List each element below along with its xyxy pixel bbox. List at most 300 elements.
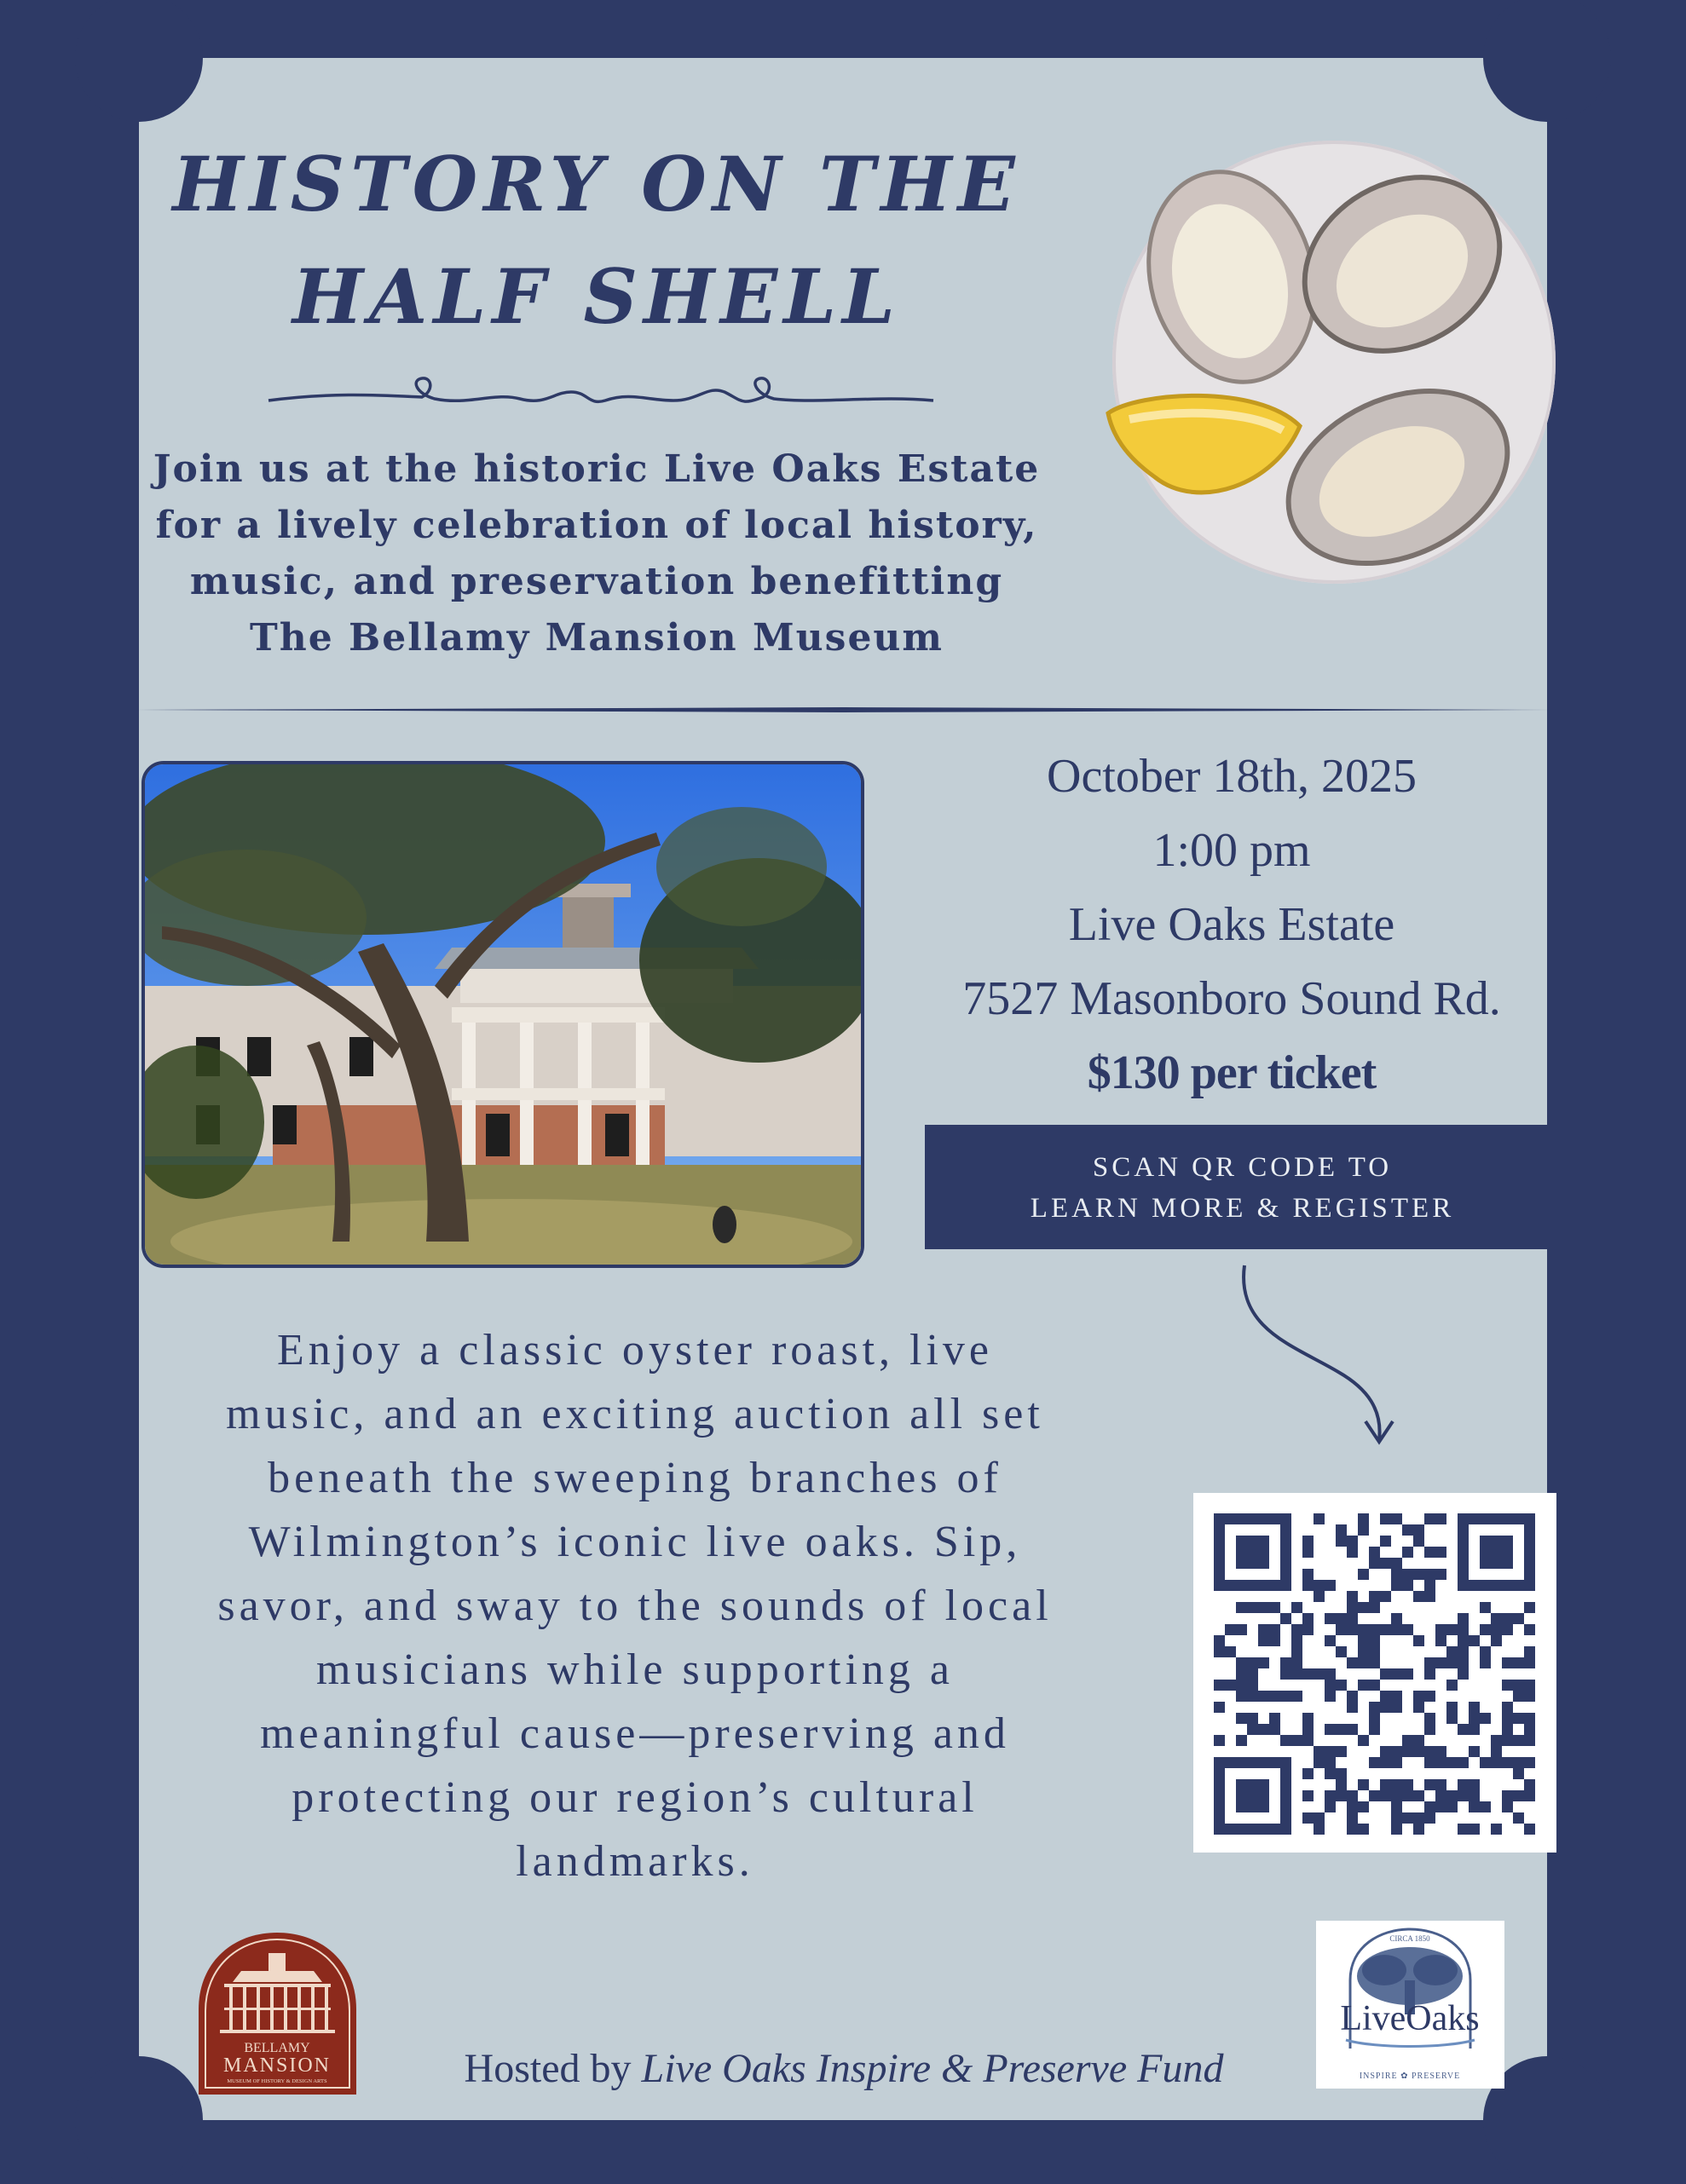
qr-module [1336, 1613, 1347, 1624]
qr-module [1280, 1580, 1291, 1591]
qr-module [1214, 1824, 1225, 1835]
qr-module [1369, 1558, 1380, 1569]
qr-module [1458, 1580, 1469, 1591]
qr-module [1258, 1624, 1269, 1635]
qr-module [1524, 1513, 1535, 1524]
qr-module [1491, 1746, 1502, 1757]
qr-module [1280, 1757, 1291, 1768]
qr-module [1302, 1580, 1314, 1591]
qr-module [1424, 1569, 1435, 1580]
qr-module [1391, 1624, 1402, 1635]
intro-line-1: Join us at the historic Live Oaks Estate [153, 447, 1041, 491]
qr-module [1413, 1746, 1424, 1757]
qr-module [1225, 1646, 1236, 1657]
qr-module [1214, 1524, 1225, 1536]
qr-module [1258, 1824, 1269, 1835]
qr-module [1491, 1513, 1502, 1524]
title-line-1: HISTORY ON THE [172, 140, 1021, 228]
qr-module [1402, 1547, 1413, 1558]
qr-module [1402, 1735, 1413, 1746]
qr-module [1236, 1624, 1247, 1635]
register-line-2: LEARN MORE & REGISTER [1030, 1193, 1455, 1224]
qr-module [1435, 1801, 1446, 1812]
qr-module [1491, 1558, 1502, 1569]
description-line-9: landmarks. [516, 1837, 754, 1886]
qr-module [1524, 1569, 1535, 1580]
qr-module [1280, 1524, 1291, 1536]
qr-module [1513, 1613, 1524, 1624]
qr-module [1247, 1779, 1258, 1790]
qr-module [1280, 1513, 1291, 1524]
qr-module [1369, 1757, 1380, 1768]
qr-module [1225, 1680, 1236, 1691]
qr-module [1258, 1536, 1269, 1547]
qr-module [1458, 1657, 1469, 1668]
qr-module [1402, 1624, 1413, 1635]
qr-module [1380, 1513, 1391, 1524]
qr-module [1424, 1746, 1435, 1757]
qr-module [1280, 1801, 1291, 1812]
qr-module [1236, 1713, 1247, 1724]
qr-module [1280, 1691, 1291, 1702]
qr-module [1247, 1790, 1258, 1801]
qr-module [1458, 1513, 1469, 1524]
qr-module [1347, 1536, 1358, 1547]
qr-module [1480, 1657, 1491, 1668]
qr-module [1435, 1513, 1446, 1524]
qr-module [1413, 1812, 1424, 1824]
qr-module [1369, 1657, 1380, 1668]
qr-module [1424, 1657, 1435, 1668]
description-line-5: savor, and sway to the sounds of local [217, 1582, 1053, 1630]
qr-module [1458, 1668, 1469, 1680]
qr-module [1302, 1569, 1314, 1580]
qr-module [1469, 1635, 1480, 1646]
qr-module [1513, 1713, 1524, 1724]
qr-module [1314, 1757, 1325, 1768]
qr-module [1491, 1757, 1502, 1768]
qr-module [1314, 1668, 1325, 1680]
qr-module [1225, 1824, 1236, 1835]
qr-module [1446, 1790, 1458, 1801]
qr-module [1402, 1790, 1413, 1801]
qr-module [1502, 1713, 1513, 1724]
qr-module [1446, 1702, 1458, 1713]
qr-module [1391, 1812, 1402, 1824]
qr-module [1236, 1790, 1247, 1801]
qr-module [1446, 1757, 1458, 1768]
qr-module [1369, 1547, 1380, 1558]
qr-module [1325, 1635, 1336, 1646]
qr-module [1302, 1768, 1314, 1779]
description-line-4: Wilmington’s iconic live oaks. Sip, [248, 1518, 1022, 1566]
qr-module [1214, 1801, 1225, 1812]
qr-module [1469, 1724, 1480, 1735]
qr-module [1214, 1768, 1225, 1779]
qr-module [1358, 1569, 1369, 1580]
qr-module [1424, 1812, 1435, 1824]
qr-module [1435, 1746, 1446, 1757]
qr-module [1291, 1691, 1302, 1702]
qr-module [1258, 1513, 1269, 1524]
qr-module [1524, 1779, 1535, 1790]
qr-module [1402, 1812, 1413, 1824]
qr-module [1413, 1591, 1424, 1602]
qr-module [1280, 1547, 1291, 1558]
qr-module [1280, 1790, 1291, 1801]
qr-module [1458, 1646, 1469, 1657]
qr-module [1458, 1635, 1469, 1646]
qr-module [1369, 1635, 1380, 1646]
qr-module [1391, 1801, 1402, 1812]
qr-module [1280, 1536, 1291, 1547]
qr-module [1424, 1713, 1435, 1724]
qr-module [1502, 1680, 1513, 1691]
qr-module [1214, 1513, 1225, 1524]
hosted-name: Live Oaks Inspire & Preserve Fund [641, 2046, 1224, 2091]
event-address: 7527 Masonboro Sound Rd. [962, 972, 1501, 1025]
qr-module [1247, 1580, 1258, 1591]
qr-module [1502, 1757, 1513, 1768]
qr-module [1380, 1691, 1391, 1702]
qr-module [1458, 1824, 1469, 1835]
qr-module [1269, 1580, 1280, 1591]
qr-module [1236, 1735, 1247, 1746]
qr-module [1458, 1624, 1469, 1635]
qr-module [1280, 1569, 1291, 1580]
qr-module [1469, 1746, 1480, 1757]
qr-module [1469, 1513, 1480, 1524]
qr-module [1446, 1801, 1458, 1812]
qr-module [1347, 1602, 1358, 1613]
qr-module [1214, 1735, 1225, 1746]
qr-module [1391, 1569, 1402, 1580]
qr-module [1424, 1801, 1435, 1812]
qr-module [1336, 1536, 1347, 1547]
qr-module [1524, 1547, 1535, 1558]
qr-module [1247, 1680, 1258, 1691]
qr-module [1236, 1657, 1247, 1668]
qr-module [1491, 1824, 1502, 1835]
corner-notch-bottom-left [75, 2056, 203, 2184]
qr-module [1247, 1602, 1258, 1613]
qr-module [1380, 1746, 1391, 1757]
qr-module [1347, 1613, 1358, 1624]
qr-module [1480, 1536, 1491, 1547]
qr-module [1302, 1713, 1314, 1724]
qr-module [1302, 1735, 1314, 1746]
qr-module [1247, 1824, 1258, 1835]
qr-module [1280, 1735, 1291, 1746]
qr-module [1502, 1790, 1513, 1801]
qr-module [1314, 1746, 1325, 1757]
qr-module [1413, 1790, 1424, 1801]
title-line-2: HALF SHELL [292, 252, 901, 341]
qr-module [1325, 1724, 1336, 1735]
qr-module [1247, 1691, 1258, 1702]
qr-module [1524, 1735, 1535, 1746]
qr-module [1336, 1524, 1347, 1536]
qr-module [1247, 1547, 1258, 1558]
qr-module [1258, 1790, 1269, 1801]
qr-module [1480, 1513, 1491, 1524]
qr-module [1391, 1668, 1402, 1680]
qr-module [1269, 1757, 1280, 1768]
qr-module [1424, 1668, 1435, 1680]
qr-module [1336, 1680, 1347, 1691]
qr-module [1325, 1691, 1336, 1702]
qr-module [1402, 1746, 1413, 1757]
description-line-8: protecting our region’s cultural [292, 1773, 979, 1822]
qr-module [1214, 1569, 1225, 1580]
qr-module [1491, 1536, 1502, 1547]
qr-module [1391, 1613, 1402, 1624]
curved-arrow-down-icon [1227, 1261, 1398, 1449]
qr-module [1236, 1691, 1247, 1702]
qr-module [1247, 1558, 1258, 1569]
qr-module [1402, 1580, 1413, 1591]
qr-module [1314, 1812, 1325, 1824]
qr-module [1424, 1779, 1435, 1790]
qr-module [1435, 1547, 1446, 1558]
ticket-price: $130 per ticket [1087, 1046, 1377, 1099]
qr-module [1502, 1702, 1513, 1713]
bellamy-logo-line-2: MANSION [222, 2054, 332, 2077]
qr-module [1269, 1635, 1280, 1646]
qr-module [1458, 1779, 1469, 1790]
qr-module [1424, 1691, 1435, 1702]
qr-module [1358, 1824, 1369, 1835]
qr-module [1236, 1558, 1247, 1569]
qr-module [1325, 1613, 1336, 1624]
qr-module [1391, 1790, 1402, 1801]
qr-module [1258, 1757, 1269, 1768]
qr-module [1458, 1790, 1469, 1801]
qr-module [1491, 1624, 1502, 1635]
qr-module [1380, 1779, 1391, 1790]
qr-module [1247, 1724, 1258, 1735]
qr-module [1513, 1680, 1524, 1691]
qr-module [1424, 1757, 1435, 1768]
qr-module [1524, 1790, 1535, 1801]
qr-module [1446, 1646, 1458, 1657]
qr-module [1524, 1602, 1535, 1613]
qr-module [1391, 1702, 1402, 1713]
liveoaks-wordmark: LiveOaks [1340, 1999, 1480, 2038]
qr-module [1291, 1646, 1302, 1657]
qr-module [1258, 1558, 1269, 1569]
qr-module [1236, 1668, 1247, 1680]
qr-module [1358, 1680, 1369, 1691]
qr-module [1358, 1779, 1369, 1790]
qr-module [1347, 1790, 1358, 1801]
bellamy-mansion-logo [199, 1933, 356, 2095]
qr-module [1380, 1702, 1391, 1713]
qr-module [1247, 1801, 1258, 1812]
qr-module [1214, 1635, 1225, 1646]
live-oaks-logo [1316, 1921, 1504, 2089]
qr-module [1469, 1801, 1480, 1812]
qr-module [1469, 1580, 1480, 1591]
estate-photo [141, 761, 864, 1268]
qr-module [1524, 1824, 1535, 1835]
qr-module [1336, 1724, 1347, 1735]
qr-module [1524, 1558, 1535, 1569]
qr-module [1480, 1602, 1491, 1613]
qr-module [1446, 1657, 1458, 1668]
qr-module [1435, 1779, 1446, 1790]
qr-module [1347, 1724, 1358, 1735]
qr-module [1325, 1768, 1336, 1779]
qr-module [1258, 1691, 1269, 1702]
qr-module [1369, 1591, 1380, 1602]
qr-module [1291, 1735, 1302, 1746]
hosted-by [375, 2045, 1313, 2092]
qr-module [1424, 1513, 1435, 1524]
qr-module [1236, 1801, 1247, 1812]
qr-module [1314, 1513, 1325, 1524]
qr-module [1502, 1547, 1513, 1558]
qr-module [1291, 1668, 1302, 1680]
qr-module [1258, 1580, 1269, 1591]
qr-module [1424, 1547, 1435, 1558]
qr-module [1524, 1691, 1535, 1702]
qr-module [1214, 1558, 1225, 1569]
corner-notch-top-left [75, 0, 203, 122]
qr-module [1369, 1602, 1380, 1613]
qr-module [1258, 1724, 1269, 1735]
qr-module [1380, 1591, 1391, 1602]
qr-module [1513, 1757, 1524, 1768]
qr-module [1258, 1635, 1269, 1646]
qr-module [1214, 1646, 1225, 1657]
qr-module [1513, 1768, 1524, 1779]
qr-module [1236, 1513, 1247, 1524]
qr-module [1247, 1668, 1258, 1680]
qr-module [1524, 1624, 1535, 1635]
qr-module [1524, 1580, 1535, 1591]
qr-module [1325, 1790, 1336, 1801]
qr-module [1524, 1757, 1535, 1768]
qr-module [1225, 1513, 1236, 1524]
description-line-1: Enjoy a classic oyster roast, live [276, 1326, 994, 1374]
qr-module [1236, 1824, 1247, 1835]
qr-module [1502, 1613, 1513, 1624]
qr-module [1369, 1702, 1380, 1713]
qr-module [1236, 1536, 1247, 1547]
qr-module [1347, 1624, 1358, 1635]
description-line-6: musicians while supporting a [315, 1645, 955, 1694]
qr-module [1491, 1580, 1502, 1591]
qr-module [1369, 1646, 1380, 1657]
qr-module [1358, 1513, 1369, 1524]
qr-module [1214, 1547, 1225, 1558]
swirl-divider-icon [264, 366, 938, 412]
hosted-prefix: Hosted by [464, 2046, 642, 2091]
qr-module [1458, 1547, 1469, 1558]
qr-module [1302, 1812, 1314, 1824]
qr-module [1413, 1691, 1424, 1702]
qr-module [1391, 1513, 1402, 1524]
qr-module [1247, 1713, 1258, 1724]
qr-module [1391, 1757, 1402, 1768]
qr-module [1380, 1790, 1391, 1801]
event-venue: Live Oaks Estate [1068, 898, 1395, 951]
qr-module [1214, 1757, 1225, 1768]
qr-module [1280, 1812, 1291, 1824]
qr-module [1258, 1547, 1269, 1558]
qr-module [1469, 1713, 1480, 1724]
qr-module [1269, 1513, 1280, 1524]
qr-module [1513, 1735, 1524, 1746]
intro-line-2: for a lively celebration of local history, [155, 504, 1038, 547]
qr-module [1358, 1635, 1369, 1646]
qr-module [1446, 1624, 1458, 1635]
qr-module [1291, 1635, 1302, 1646]
qr-module [1214, 1779, 1225, 1790]
qr-module [1491, 1613, 1502, 1624]
qr-module [1458, 1724, 1469, 1735]
qr-module [1469, 1790, 1480, 1801]
qr-module [1269, 1691, 1280, 1702]
qr-module [1269, 1724, 1280, 1735]
qr-module [1302, 1624, 1314, 1635]
qr-module [1214, 1536, 1225, 1547]
qr-module [1513, 1513, 1524, 1524]
event-title [128, 128, 1065, 353]
qr-module [1225, 1757, 1236, 1768]
qr-module [1280, 1558, 1291, 1569]
qr-module [1369, 1724, 1380, 1735]
qr-code-icon[interactable] [1193, 1493, 1556, 1853]
qr-module [1336, 1768, 1347, 1779]
qr-module [1469, 1779, 1480, 1790]
description-paragraph [128, 1318, 1142, 1893]
qr-module [1513, 1580, 1524, 1591]
oyster-illustration [1104, 136, 1560, 596]
qr-module [1258, 1779, 1269, 1790]
qr-module [1236, 1757, 1247, 1768]
qr-module [1469, 1702, 1480, 1713]
qr-module [1236, 1779, 1247, 1790]
qr-module [1302, 1613, 1314, 1624]
qr-module [1502, 1735, 1513, 1746]
qr-module [1347, 1691, 1358, 1702]
bellamy-logo-line-1: BELLAMY [244, 2041, 310, 2055]
qr-module [1336, 1779, 1347, 1790]
qr-module [1424, 1580, 1435, 1591]
qr-module [1280, 1657, 1291, 1668]
qr-module [1214, 1680, 1225, 1691]
qr-module [1336, 1790, 1347, 1801]
qr-module [1524, 1724, 1535, 1735]
qr-module [1413, 1735, 1424, 1746]
qr-module [1358, 1524, 1369, 1536]
qr-module [1369, 1680, 1380, 1691]
qr-module [1369, 1713, 1380, 1724]
intro-line-4: The Bellamy Mansion Museum [250, 616, 944, 660]
qr-module [1302, 1536, 1314, 1547]
qr-module [1480, 1713, 1491, 1724]
qr-module [1358, 1657, 1369, 1668]
qr-module [1502, 1558, 1513, 1569]
qr-module [1458, 1613, 1469, 1624]
qr-module [1524, 1713, 1535, 1724]
qr-module [1413, 1635, 1424, 1646]
qr-module [1214, 1790, 1225, 1801]
qr-module [1491, 1635, 1502, 1646]
qr-module [1513, 1657, 1524, 1668]
